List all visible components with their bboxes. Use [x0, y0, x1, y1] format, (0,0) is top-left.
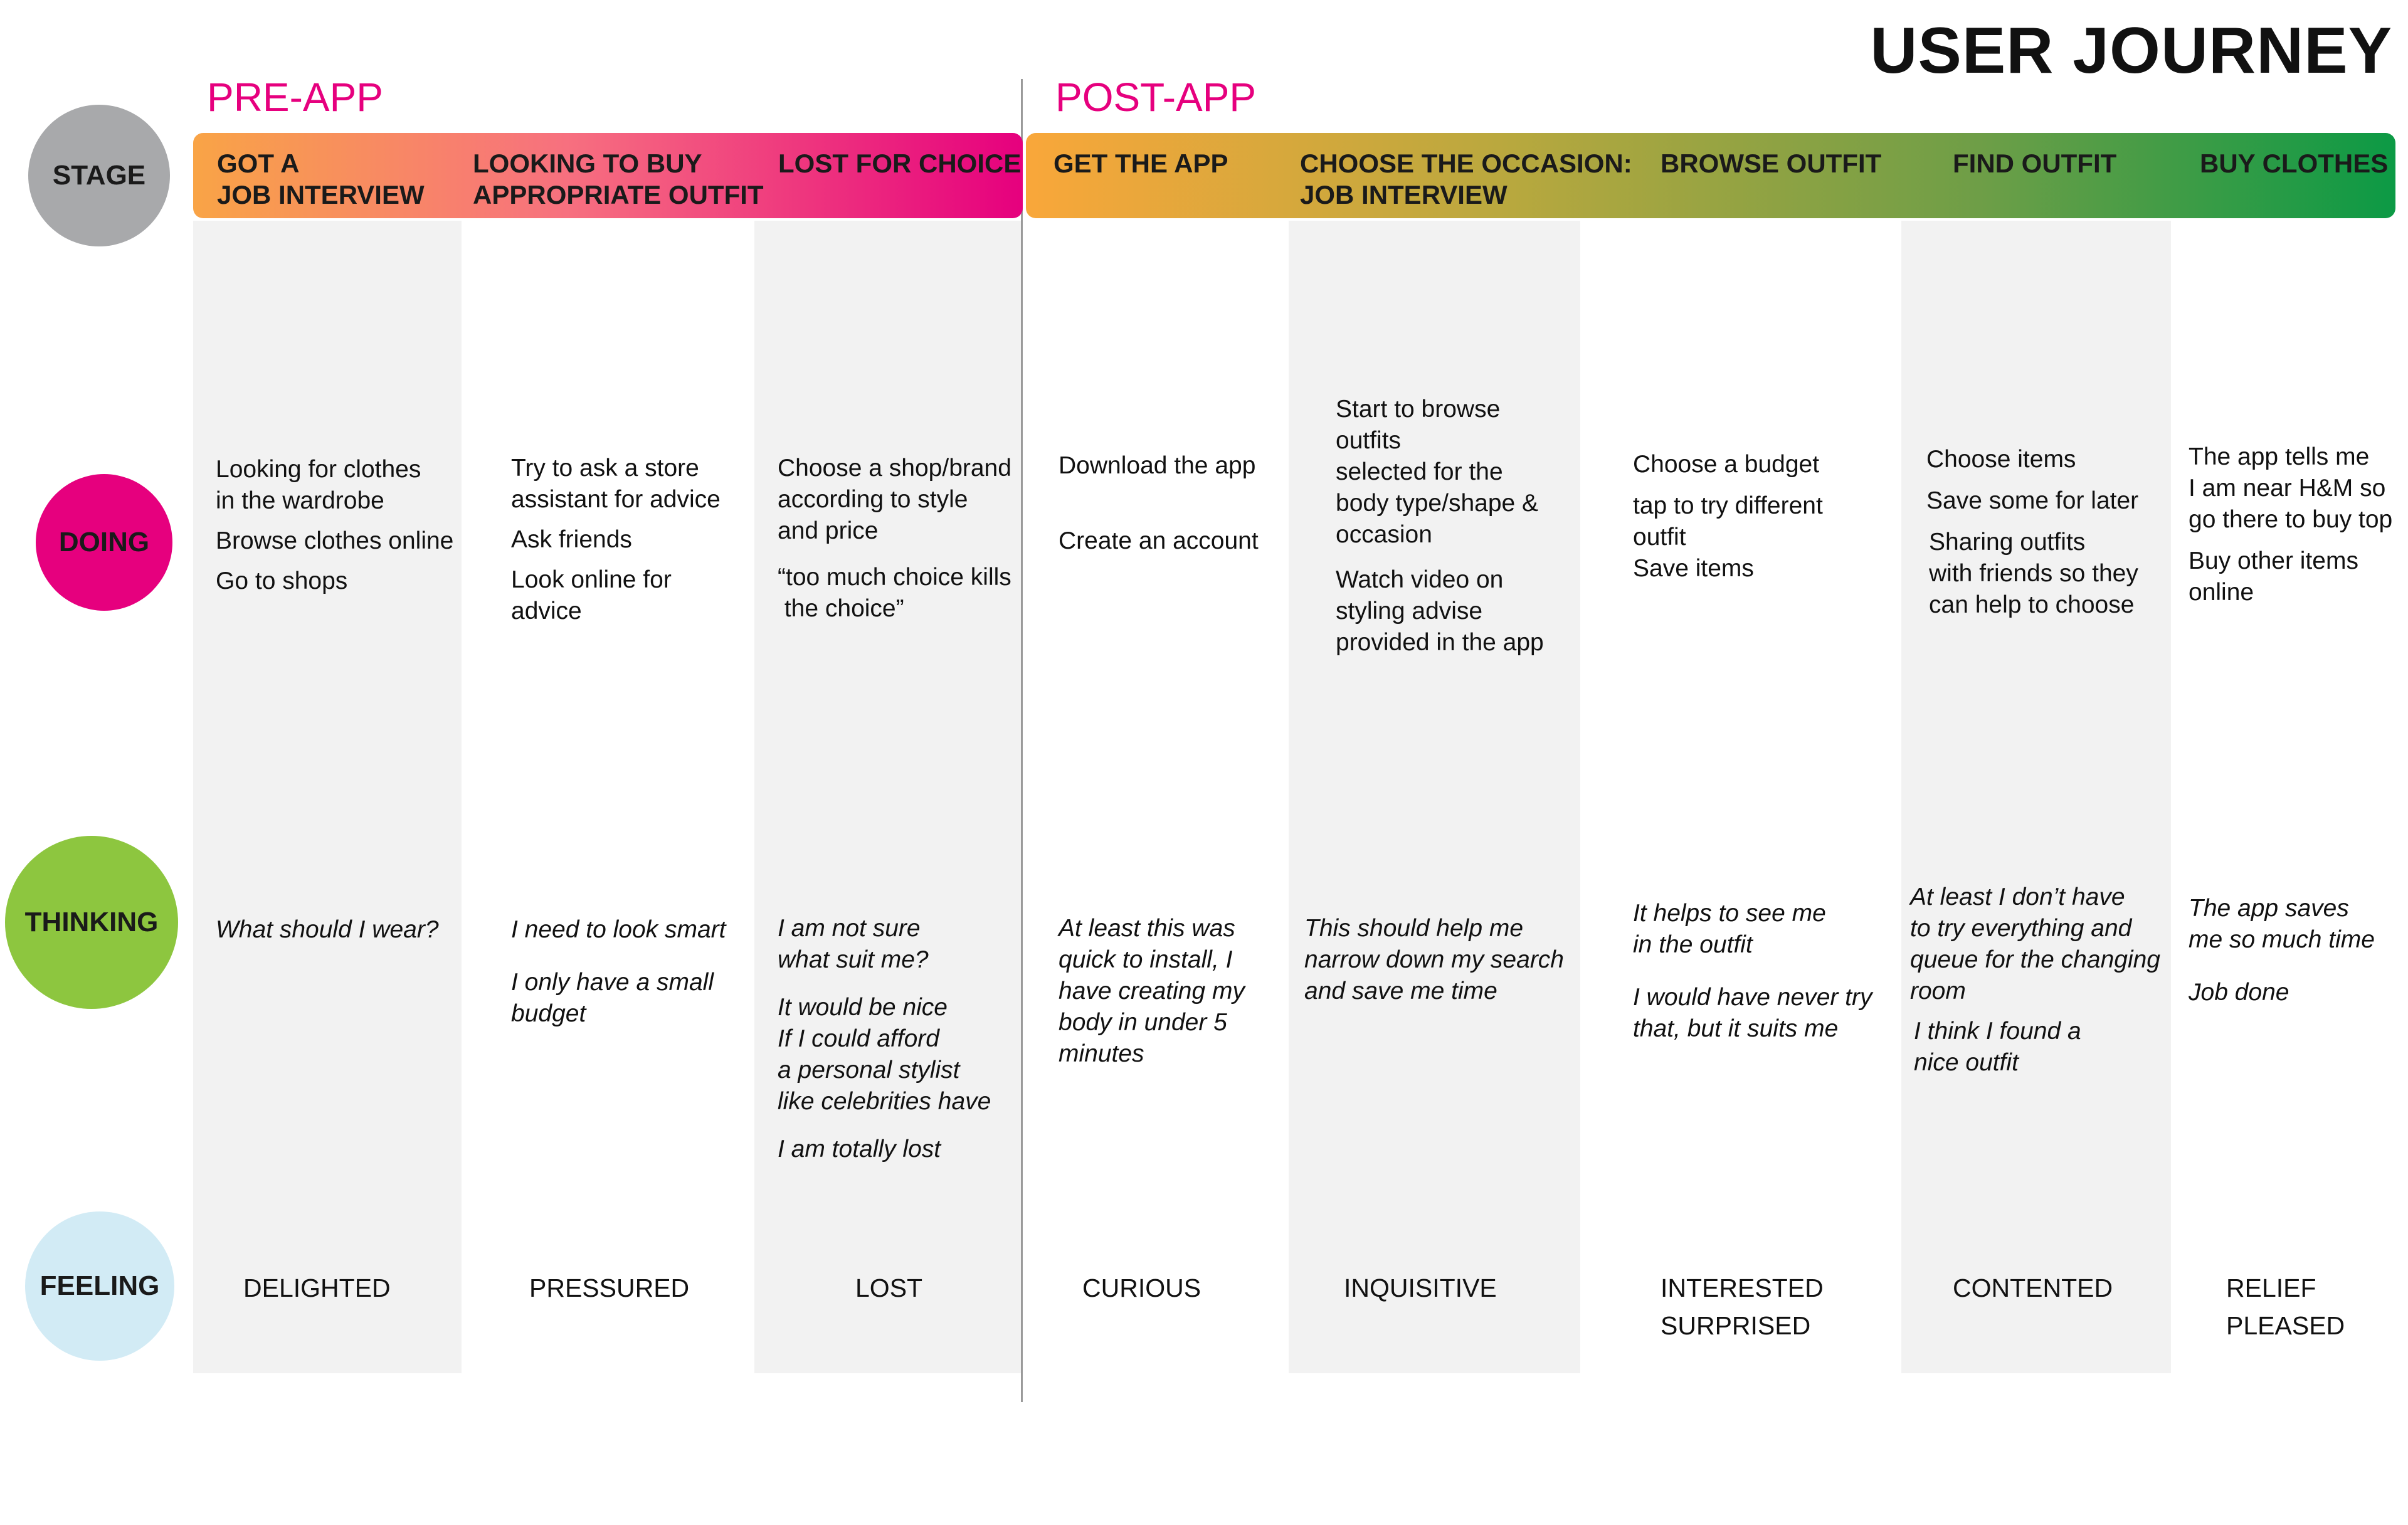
doing-2 [511, 453, 762, 627]
stage-2 [473, 148, 764, 211]
doing-1-item-3: Go to shops [216, 567, 348, 594]
doing-3-item-1: Choose a shop/brand according to style and price [778, 455, 1011, 544]
doing-4-item-2: Create an account [1059, 527, 1259, 554]
thinking-3-item-1: I am not sure what suit me? [778, 915, 929, 973]
feeling-6-value-2: SURPRISED [1661, 1311, 1811, 1340]
page-title: USER JOURNEY [1870, 14, 2392, 87]
doing-7-item-3: Sharing outfits with friends so they can help to choose [1929, 529, 2138, 618]
feeling-4 [1082, 1269, 1201, 1307]
doing-2-item-3: Look online for advice [511, 566, 672, 625]
thinking-2-item-2: I only have a small budget [511, 969, 714, 1027]
stage-1-line-1: GOT A [217, 149, 300, 178]
thinking-3 [778, 913, 1035, 1165]
thinking-6-item-1: It helps to see me in the outfit [1633, 900, 1826, 958]
thinking-6 [1633, 898, 1896, 1045]
doing-1-item-2: Browse clothes online [216, 527, 454, 554]
pre-post-divider [1021, 79, 1023, 1402]
doing-7-item-2: Save some for later [1926, 487, 2139, 514]
stage-7 [1953, 148, 2116, 179]
thinking-7 [1910, 882, 2173, 1079]
feeling-4-value-1: CURIOUS [1082, 1274, 1201, 1302]
stage-5-line-2: JOB INTERVIEW [1300, 180, 1508, 209]
feeling-6-value-1: INTERESTED [1661, 1274, 1824, 1302]
stage-8-line-1: BUY CLOTHES [2200, 149, 2389, 178]
row-label-stage-text: STAGE [52, 160, 146, 191]
row-label-thinking-text: THINKING [24, 907, 159, 937]
doing-3 [778, 453, 1041, 625]
thinking-7-item-2: I think I found a nice outfit [1914, 1018, 2081, 1076]
stage-6-line-1: BROWSE OUTFIT [1661, 149, 1882, 178]
feeling-8-value-2: PLEASED [2226, 1311, 2345, 1340]
doing-7 [1926, 444, 2177, 621]
stage-4 [1054, 148, 1228, 179]
stage-1-line-2: JOB INTERVIEW [217, 180, 425, 209]
doing-7-item-1: Choose items [1926, 446, 2076, 473]
feeling-1-value-1: DELIGHTED [243, 1274, 391, 1302]
feeling-1 [243, 1269, 391, 1307]
thinking-4 [1059, 913, 1284, 1070]
section-label-pre-app: PRE-APP [207, 75, 383, 120]
column-shade-1 [193, 221, 462, 1373]
row-label-stage [28, 105, 170, 246]
stage-6 [1661, 148, 1881, 179]
thinking-5 [1304, 913, 1580, 1007]
doing-4 [1059, 450, 1297, 557]
doing-6 [1633, 449, 1884, 584]
doing-5 [1336, 394, 1587, 658]
column-shade-3 [754, 221, 1023, 1373]
feeling-3-value-1: LOST [855, 1274, 923, 1302]
thinking-8-item-1: The app saves me so much time [2189, 895, 2375, 953]
stage-3-line-1: LOST FOR CHOICE [778, 149, 1022, 178]
row-label-thinking [5, 836, 178, 1009]
thinking-2-item-1: I need to look smart [511, 916, 726, 943]
thinking-8 [2189, 893, 2405, 1008]
thinking-5-item-1: This should help me narrow down my search and save me time [1304, 915, 1564, 1005]
row-label-doing-text: DOING [58, 527, 150, 557]
doing-3-item-2: “too much choice kills the choice” [778, 564, 1011, 622]
stage-5 [1300, 148, 1632, 211]
stage-5-line-1: CHOOSE THE OCCASION: [1300, 149, 1632, 178]
feeling-3 [855, 1269, 922, 1307]
thinking-6-item-2: I would have never try that, but it suits me [1633, 984, 1872, 1042]
stage-1 [217, 148, 425, 211]
feeling-6 [1661, 1269, 1824, 1344]
doing-8-item-1: The app tells me I am near H&M so go there to buy top [2189, 443, 2393, 533]
row-label-feeling-text: FEELING [40, 1270, 160, 1301]
row-label-feeling [25, 1211, 174, 1361]
thinking-4-item-1: At least this was quick to install, I have creating my body in under 5 minutes [1059, 915, 1245, 1067]
thinking-8-item-2: Job done [2189, 979, 2289, 1006]
stage-8 [2200, 148, 2388, 179]
stage-7-line-1: FIND OUTFIT [1953, 149, 2117, 178]
thinking-7-item-1: At least I don’t have to try everything and queue for the changing room [1910, 884, 2160, 1005]
doing-2-item-1: Try to ask a store assistant for advice [511, 455, 721, 513]
section-label-post-app: POST-APP [1055, 75, 1257, 120]
feeling-7-value-1: CONTENTED [1953, 1274, 2113, 1302]
thinking-1-item-1: What should I wear? [216, 916, 439, 943]
feeling-5 [1344, 1269, 1497, 1307]
doing-5-item-2: Watch video on styling advise provided in the app [1336, 566, 1544, 656]
thinking-1 [216, 914, 467, 946]
stage-3 [778, 148, 1021, 179]
doing-1-item-1: Looking for clothes in the wardrobe [216, 456, 421, 514]
feeling-2 [529, 1269, 689, 1307]
doing-6-item-2: tap to try different outfit Save items [1633, 492, 1823, 582]
stage-2-line-1: LOOKING TO BUY [473, 149, 702, 178]
feeling-7 [1953, 1269, 2113, 1307]
doing-1 [216, 454, 467, 597]
thinking-2 [511, 914, 762, 1030]
row-label-doing [36, 474, 172, 611]
doing-5-item-1: Start to browse outfits selected for the body type/shape & occasion [1336, 396, 1539, 548]
doing-8 [2189, 441, 2405, 608]
stage-2-line-2: APPROPRIATE OUTFIT [473, 180, 764, 209]
feeling-8 [2226, 1269, 2345, 1344]
doing-2-item-2: Ask friends [511, 526, 632, 553]
thinking-3-item-2: It would be nice If I could afford a personal stylist like celebrities have [778, 994, 991, 1115]
feeling-5-value-1: INQUISITIVE [1344, 1274, 1497, 1302]
doing-6-item-1: Choose a budget [1633, 451, 1820, 478]
doing-8-item-2: Buy other items online [2189, 547, 2358, 606]
doing-4-item-1: Download the app [1059, 452, 1256, 479]
column-shade-7 [1901, 221, 2171, 1373]
feeling-8-value-1: RELIEF [2226, 1274, 2316, 1302]
feeling-2-value-1: PRESSURED [529, 1274, 690, 1302]
thinking-3-item-3: I am totally lost [778, 1136, 941, 1163]
stage-4-line-1: GET THE APP [1054, 149, 1228, 178]
